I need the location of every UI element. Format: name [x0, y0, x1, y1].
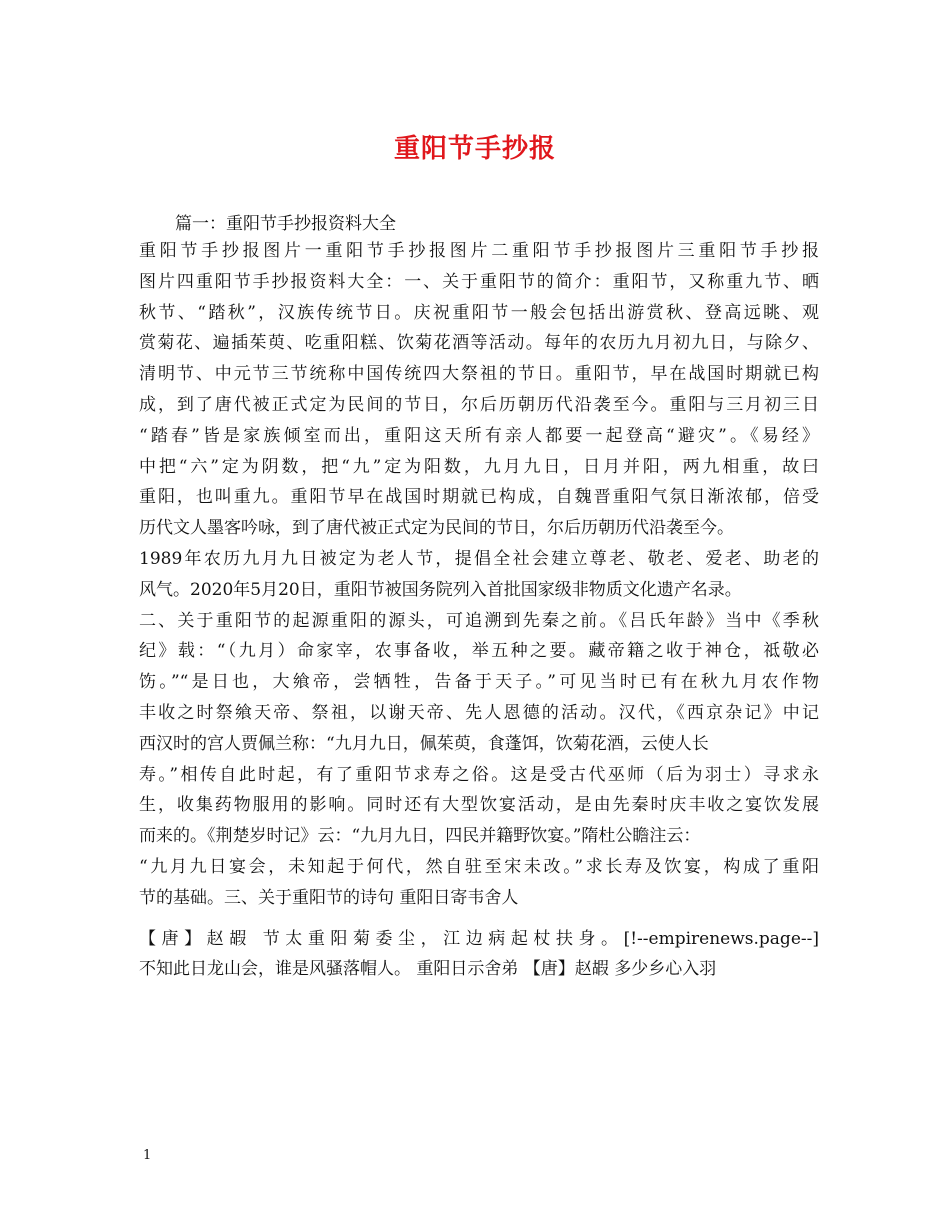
text-line: 节的基础。三、关于重阳节的诗句 重阳日寄韦舍人 [139, 887, 519, 908]
paragraph-1 [139, 236, 819, 914]
text-line: 历代文人墨客吟咏，到了唐代被正式定为民间的节日，尔后历朝历代沿袭至今。 [139, 518, 734, 539]
paragraph-gap [139, 914, 819, 924]
text-line: 二、关于重阳节的起源重阳的源头，可追溯到先秦之前。《吕氏年龄》当中《季秋 [139, 610, 819, 631]
text-line: 图片四重阳节手抄报资料大全：一、关于重阳节的简介：重阳节，又称重九节、晒 [139, 271, 819, 292]
text-line: 饬。”“是日也，大飨帝，尝牺牲，告备于天子。”可见当时已有在秋九月农作物 [139, 672, 819, 693]
page-number: 1 [143, 1148, 152, 1163]
body-text [139, 236, 819, 985]
text-line: 1989年农历九月九日被定为老人节，提倡全社会建立尊老、敬老、爱老、助老的 [139, 548, 819, 569]
text-line: “踏春”皆是家族倾室而出，重阳这天所有亲人都要一起登高“避灾”。《易经》 [139, 425, 819, 446]
paragraph-2 [139, 924, 819, 986]
text-line: 生，收集药物服用的影响。同时还有大型饮宴活动，是由先秦时庆丰收之宴饮发展 [139, 795, 819, 816]
text-line: 重阳节手抄报图片一重阳节手抄报图片二重阳节手抄报图片三重阳节手抄报 [139, 241, 819, 261]
text-line: 赏菊花、遍插茱萸、吃重阳糕、饮菊花酒等活动。每年的农历九月初九日，与除夕、 [139, 333, 819, 354]
text-line: 【唐】赵嘏 节太重阳菊委尘，江边病起杖扶身。[!--empirenews.page--] [139, 928, 819, 949]
text-line: 不知此日龙山会，谁是风骚落帽人。 重阳日示舍弟 【唐】赵嘏 多少乡心入羽 [139, 959, 717, 980]
text-line: “九月九日宴会，未知起于何代，然自驻至宋未改。”求长寿及饮宴，构成了重阳 [139, 856, 819, 877]
text-line: 而来的。《荆楚岁时记》云：“九月九日，四民并籍野饮宴。”隋杜公瞻注云： [139, 826, 701, 847]
text-line: 寿。”相传自此时起，有了重阳节求寿之俗。这是受古代巫师（后为羽士）寻求永 [139, 764, 819, 785]
text-line: 风气。2020年5月20日，重阳节被国务院列入首批国家级非物质文化遗产名录。 [139, 579, 742, 600]
page-title: 重阳节手抄报 [393, 134, 556, 164]
text-line: 中把“六”定为阴数，把“九”定为阳数，九月九日，日月并阳，两九相重，故曰 [139, 456, 819, 477]
text-line: 纪》载：“（九月）命家宰，农事备收，举五种之要。藏帝籍之收于神仓，祗敬必 [139, 641, 819, 662]
text-line: 清明节、中元节三节统称中国传统四大祭祖的节日。重阳节，早在战国时期就已构 [139, 364, 819, 385]
text-line: 西汉时的宫人贾佩兰称：“九月九日，佩茱萸，食蓬饵，饮菊花酒，云使人长 [139, 733, 709, 754]
section-subtitle: 篇一：重阳节手抄报资料大全 [175, 214, 396, 234]
text-line: 成，到了唐代被正式定为民间的节日，尔后历朝历代沿袭至今。重阳与三月初三日 [139, 394, 819, 415]
text-line: 秋节、“踏秋”，汉族传统节日。庆祝重阳节一般会包括出游赏秋、登高远眺、观 [139, 302, 819, 323]
text-line: 丰收之时祭飨天帝、祭祖，以谢天帝、先人恩德的活动。汉代，《西京杂记》中记 [139, 702, 819, 723]
text-line: 重阳，也叫重九。重阳节早在战国时期就已构成，自魏晋重阳气氛日渐浓郁，倍受 [139, 487, 819, 508]
